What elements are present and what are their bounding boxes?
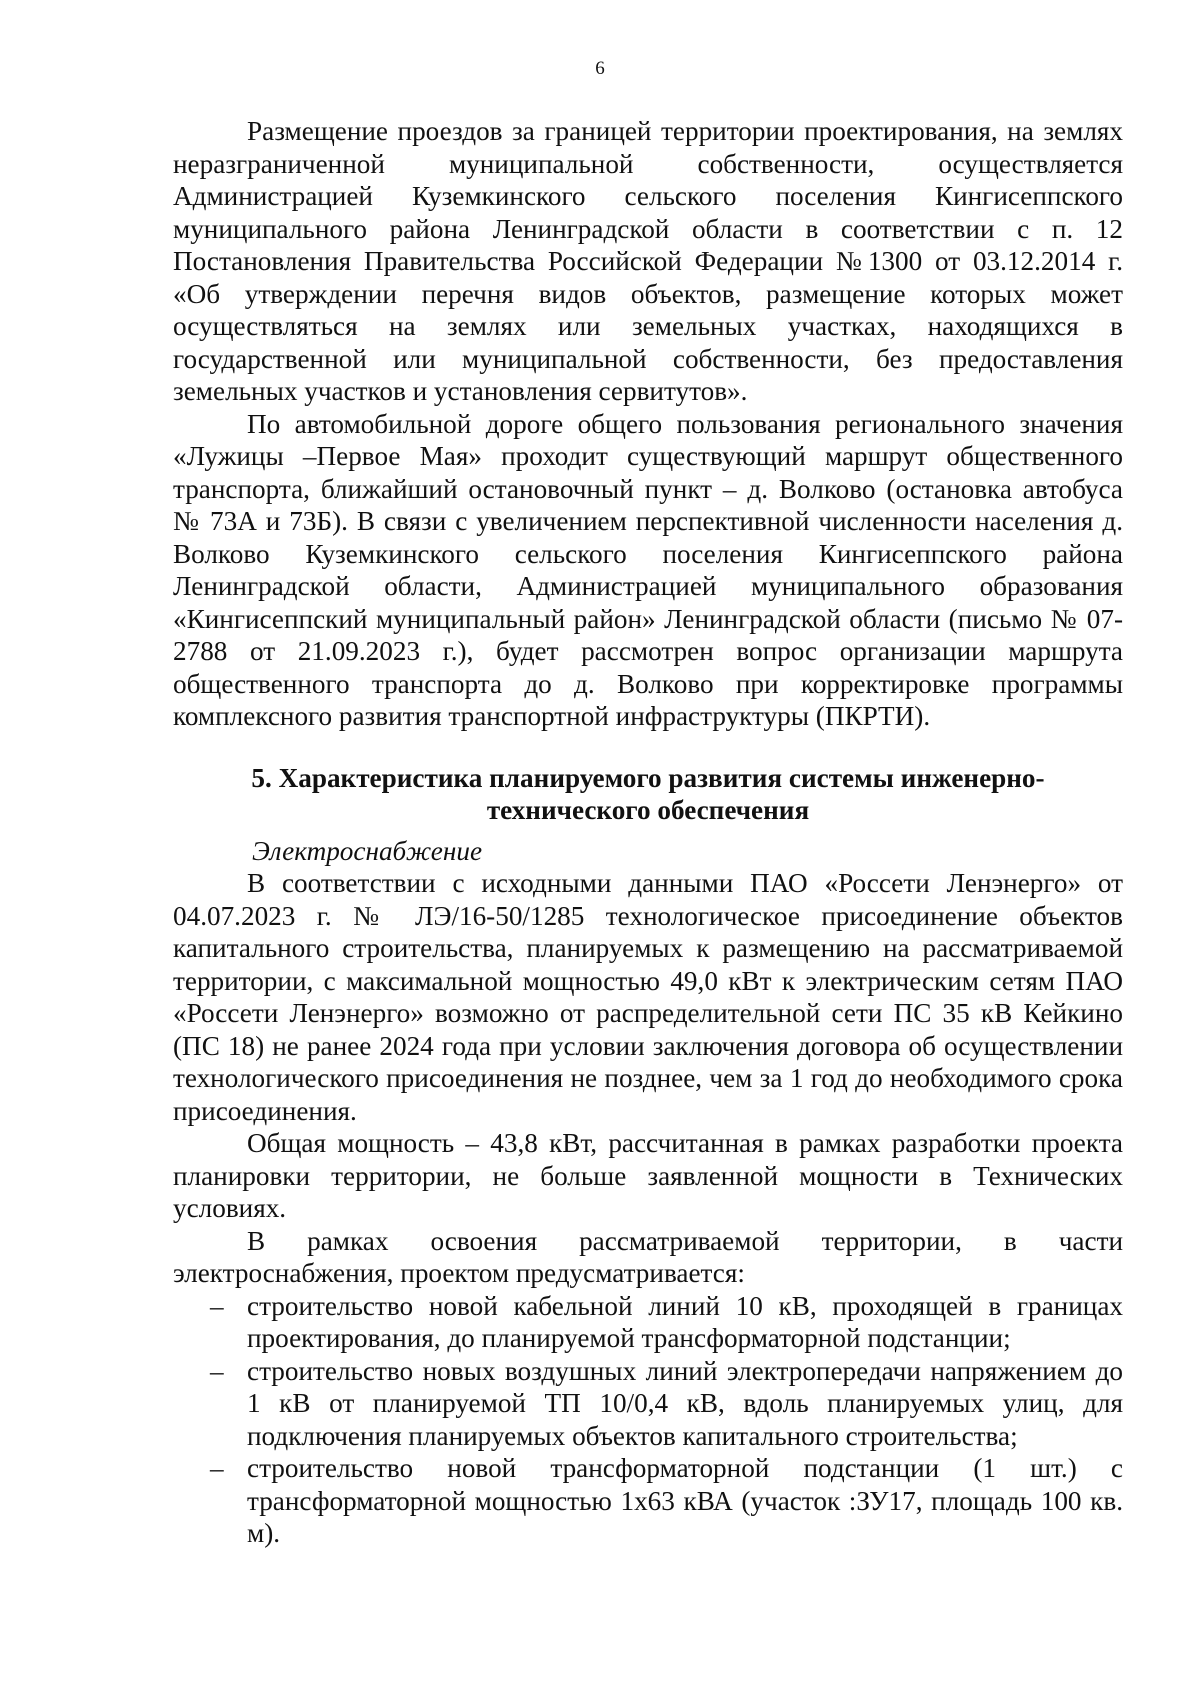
list-item-text: строительство новой трансформаторной подстанции (1 шт.) с трансформаторной мощностью 1х63 кВА (участок :ЗУ17, площадь 100 кв. м). xyxy=(247,1453,1123,1548)
list-item-text: строительство новых воздушных линий электропередачи напряжением до 1 кВ от планируемой ТП 10/0,4 кВ, вдоль планируемых улиц, для подключения планируемых объектов капитального строительства; xyxy=(247,1355,1123,1451)
list-item-text: строительство новой кабельной линий 10 кВ, проходящей в границах проектирования, до планируемой трансформаторной подстанции; xyxy=(247,1290,1123,1353)
list-item xyxy=(173,1290,1123,1355)
list-item xyxy=(173,1452,1123,1550)
provisions-list xyxy=(173,1290,1123,1550)
paragraph-total-power: Общая мощность – 43,8 кВт, рассчитанная в рамках разработки проекта планировки территории, не больше заявленной мощности в Технических условиях. xyxy=(173,1128,1123,1223)
section-heading-line-1: 5. Характеристика планируемого развития системы инженерно- xyxy=(251,762,1045,793)
paragraph-project-provisions: В рамках освоения рассматриваемой территории, в части электроснабжения, проектом предусматривается: xyxy=(173,1225,1123,1288)
section-heading-line-2: технического обеспечения xyxy=(486,795,810,825)
list-dash-marker: – xyxy=(210,1290,224,1321)
paragraph-passage-placement: Размещение проездов за границей территории проектирования, на землях неразграниченной муниципальной собственности, осуществляется Администрацией Куземкинского сельского поселения Кингисеппского муниципального района Ленинградской области в соответствии с п. 12 Постановления Правительства Российской Федерации №1300 от 03.12.2014 г. «Об утверждении перечня видов объектов, размещение которых может осуществляться на землях или земельных участках, находящихся в государственной или муниципальной собственности, без предоставления земельных участков и установления сервитутов». xyxy=(173,116,1123,406)
paragraph-public-transport: По автомобильной дороге общего пользования регионального значения «Лужицы –Первое Мая» проходит существующий маршрут общественного транспорта, ближайший остановочный пункт – д. Волково (остановка автобуса № 73А и 73Б). В связи с увеличением перспективной численности населения д. Волково Куземкинского сельского поселения Кингисеппского района Ленинградской области, Администрацией муниципального образования «Кингисеппский муниципальный район» Ленинградской области (письмо № 07-2788 от 21.09.2023 г.), будет рассмотрен вопрос организации маршрута общественного транспорта до д. Волково при корректировке программы комплексного развития транспортной инфраструктуры (ПКРТИ). xyxy=(173,408,1123,731)
list-dash-marker: – xyxy=(210,1453,224,1483)
subsection-heading: Электроснабжение xyxy=(252,835,483,866)
paragraph-tech-connection: В соответствии с исходными данными ПАО «Россети Ленэнерго» от 04.07.2023 г. № ЛЭ/16-50/1285 технологическое присоединение объектов капитального строительства, планируемых к размещению на рассматриваемой территории, с максимальной мощностью 49,0 кВт к электрическим сетям ПАО «Россети Ленэнерго» возможно от распределительной сети ПС 35 кВ Кейкино (ПС 18) не ранее 2024 года при условии заключения договора об осуществлении технологического присоединения не позднее, чем за 1 год до необходимого срока присоединения. xyxy=(173,868,1123,1126)
section-heading xyxy=(173,762,1123,827)
list-item xyxy=(173,1355,1123,1453)
page-number: 6 xyxy=(595,58,605,79)
list-dash-marker: – xyxy=(210,1355,224,1386)
document-body xyxy=(173,115,1123,1550)
